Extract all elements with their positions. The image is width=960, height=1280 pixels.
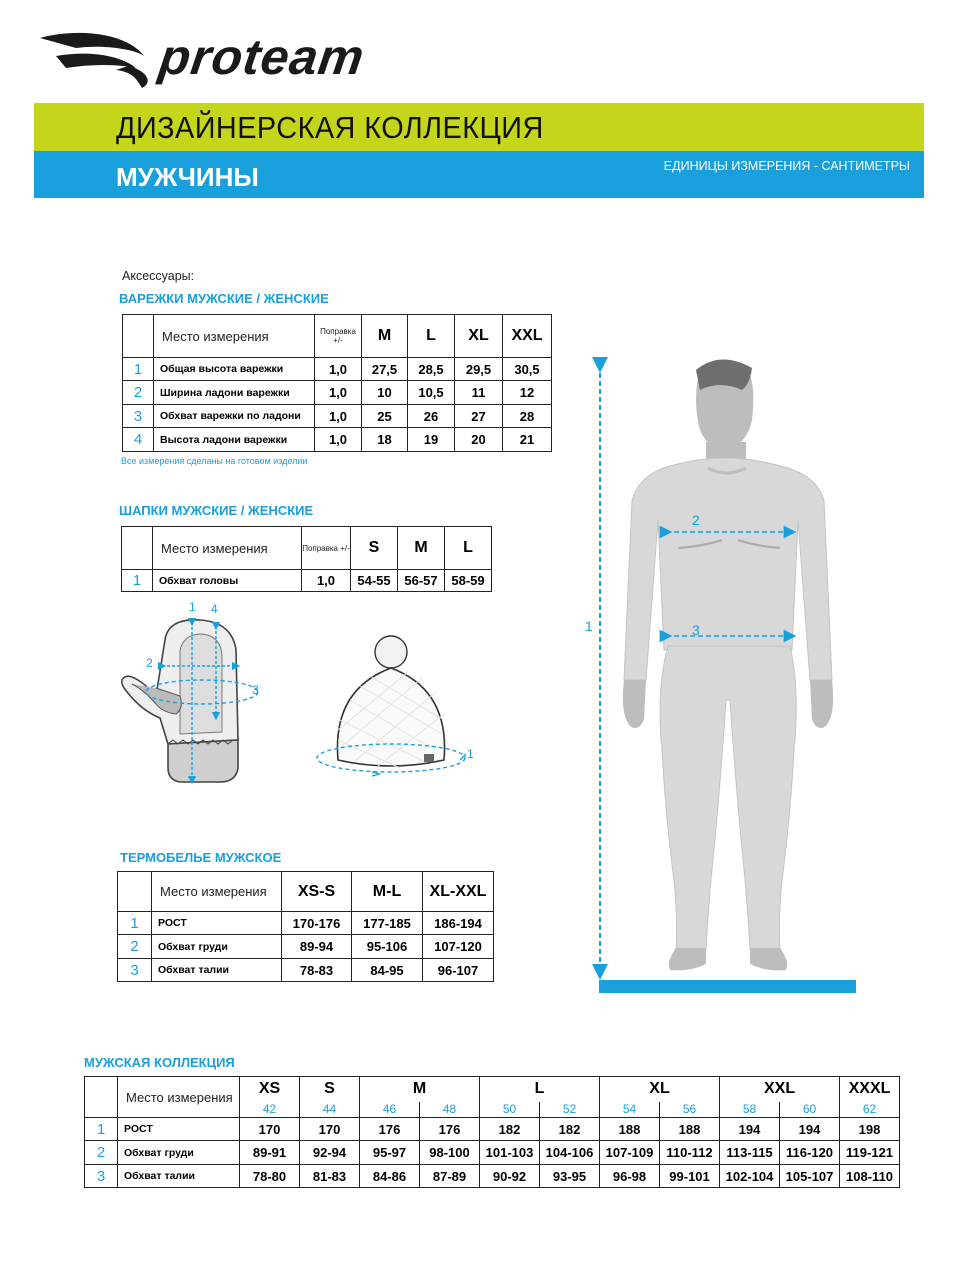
size-group-header: S — [300, 1077, 360, 1102]
cell-value: 84-95 — [352, 959, 423, 982]
size-header: M — [398, 527, 445, 570]
row-number: 2 — [118, 935, 152, 959]
row-number: 4 — [123, 428, 154, 452]
row-tolerance: 1,0 — [315, 358, 362, 381]
cell-value: 95-106 — [352, 935, 423, 959]
table-row — [118, 959, 494, 982]
cell-value: 84-86 — [360, 1165, 420, 1188]
thermal-table — [117, 871, 494, 982]
cell-value: 21 — [503, 428, 552, 452]
size-group-header: XXXL — [840, 1077, 900, 1102]
collection-title: ДИЗАЙНЕРСКАЯ КОЛЛЕКЦИЯ — [116, 110, 544, 145]
cell-value: 102-104 — [720, 1165, 780, 1188]
cell-value: 89-91 — [240, 1141, 300, 1165]
row-name: РОСТ — [118, 1118, 240, 1141]
cell-value: 98-100 — [420, 1141, 480, 1165]
thermal-title: ТЕРМОБЕЛЬЕ МУЖСКОЕ — [120, 850, 282, 865]
cell-value: 28,5 — [408, 358, 455, 381]
cell-value: 110-112 — [660, 1141, 720, 1165]
ru-size: 44 — [300, 1102, 360, 1118]
cell-value: 198 — [840, 1118, 900, 1141]
cell-value: 11 — [455, 381, 503, 405]
size-header: XS-S — [282, 872, 352, 912]
row-number: 1 — [85, 1118, 118, 1141]
cell-value: 104-106 — [540, 1141, 600, 1165]
cell-value: 170 — [240, 1118, 300, 1141]
cell-value: 186-194 — [423, 912, 494, 935]
row-name: РОСТ — [152, 912, 282, 935]
cell-value: 78-80 — [240, 1165, 300, 1188]
cell-value: 56-57 — [398, 570, 445, 592]
mitten-label-4: 4 — [211, 602, 218, 616]
units-label: ЕДИНИЦЫ ИЗМЕРЕНИЯ - САНТИМЕТРЫ — [663, 159, 910, 173]
row-number: 3 — [118, 959, 152, 982]
cell-value: 58-59 — [445, 570, 492, 592]
figure-label-1: 1 — [585, 618, 593, 634]
row-number: 1 — [123, 358, 154, 381]
mens-table — [84, 1076, 900, 1188]
cell-value: 119-121 — [840, 1141, 900, 1165]
mitten-label-1: 1 — [189, 600, 196, 614]
human-figure-icon — [580, 350, 870, 1000]
cell-value: 87-89 — [420, 1165, 480, 1188]
cell-value: 92-94 — [300, 1141, 360, 1165]
hats-table — [121, 526, 492, 592]
cell-value: 89-94 — [282, 935, 352, 959]
cell-value: 107-109 — [600, 1141, 660, 1165]
table-row — [122, 570, 492, 592]
cell-value: 107-120 — [423, 935, 494, 959]
table-row — [85, 1165, 900, 1188]
size-group-header: L — [480, 1077, 600, 1102]
row-tolerance: 1,0 — [315, 405, 362, 428]
size-group-header: XL — [600, 1077, 720, 1102]
measure-header: Место измерения — [118, 1077, 240, 1118]
cell-value: 182 — [540, 1118, 600, 1141]
size-header: L — [445, 527, 492, 570]
mitten-label-2: 2 — [146, 656, 153, 670]
measure-header: Место измерения — [152, 872, 282, 912]
cell-value: 93-95 — [540, 1165, 600, 1188]
cell-value: 18 — [362, 428, 408, 452]
size-header: S — [351, 527, 398, 570]
cell-value: 96-107 — [423, 959, 494, 982]
cell-value: 27,5 — [362, 358, 408, 381]
gender-title: МУЖЧИНЫ — [116, 162, 259, 192]
ru-size: 46 — [360, 1102, 420, 1118]
hats-title: ШАПКИ МУЖСКИЕ / ЖЕНСКИЕ — [119, 503, 314, 518]
cell-value: 194 — [780, 1118, 840, 1141]
cell-value: 29,5 — [455, 358, 503, 381]
row-name: Обхват варежки по ладони — [154, 405, 315, 428]
cell-value: 19 — [408, 428, 455, 452]
cell-value: 170 — [300, 1118, 360, 1141]
figure-label-3: 3 — [692, 622, 700, 638]
row-name: Обхват талии — [118, 1165, 240, 1188]
size-header: M — [362, 315, 408, 358]
cell-value: 101-103 — [480, 1141, 540, 1165]
row-number: 1 — [118, 912, 152, 935]
row-name: Обхват талии — [152, 959, 282, 982]
table-row — [118, 935, 494, 959]
ru-size: 50 — [480, 1102, 540, 1118]
cell-value: 27 — [455, 405, 503, 428]
ru-size: 60 — [780, 1102, 840, 1118]
row-tolerance: 1,0 — [315, 428, 362, 452]
mittens-title: ВАРЕЖКИ МУЖСКИЕ / ЖЕНСКИЕ — [119, 291, 329, 306]
mitten-label-3: 3 — [252, 683, 259, 697]
row-name: Обхват головы — [153, 570, 302, 592]
table-row — [123, 405, 552, 428]
hat-label-1: 1 — [467, 747, 474, 761]
row-number: 3 — [123, 405, 154, 428]
ru-size: 58 — [720, 1102, 780, 1118]
cell-value: 176 — [360, 1118, 420, 1141]
row-name: Обхват груди — [118, 1141, 240, 1165]
cell-value: 81-83 — [300, 1165, 360, 1188]
cell-value: 78-83 — [282, 959, 352, 982]
ru-size: 48 — [420, 1102, 480, 1118]
cell-value: 96-98 — [600, 1165, 660, 1188]
table-row — [123, 428, 552, 452]
cell-value: 10 — [362, 381, 408, 405]
cell-value: 188 — [600, 1118, 660, 1141]
ru-size: 56 — [660, 1102, 720, 1118]
table-row — [118, 912, 494, 935]
measure-header: Место измерения — [154, 315, 315, 358]
row-tolerance: 1,0 — [302, 570, 351, 592]
cell-value: 182 — [480, 1118, 540, 1141]
ru-size: 42 — [240, 1102, 300, 1118]
cell-value: 194 — [720, 1118, 780, 1141]
cell-value: 25 — [362, 405, 408, 428]
mens-title: МУЖСКАЯ КОЛЛЕКЦИЯ — [84, 1055, 235, 1070]
hat-diagram-icon — [310, 630, 480, 790]
size-header: XL-XXL — [423, 872, 494, 912]
measurement-note: Все измерения сделаны на готовом изделии — [121, 456, 308, 466]
cell-value: 113-115 — [720, 1141, 780, 1165]
figure-label-2: 2 — [692, 512, 700, 528]
size-group-header: M — [360, 1077, 480, 1102]
tolerance-header: Поправка +/- — [320, 327, 356, 345]
size-header: XXL — [503, 315, 552, 358]
cell-value: 177-185 — [352, 912, 423, 935]
tolerance-header: Поправка +/- — [302, 543, 350, 553]
cell-value: 54-55 — [351, 570, 398, 592]
row-number: 1 — [122, 570, 153, 592]
cell-value: 30,5 — [503, 358, 552, 381]
mittens-table — [122, 314, 552, 452]
row-number: 2 — [85, 1141, 118, 1165]
cell-value: 99-101 — [660, 1165, 720, 1188]
brand-name: proteam — [156, 29, 369, 85]
cell-value: 176 — [420, 1118, 480, 1141]
cell-value: 116-120 — [780, 1141, 840, 1165]
cell-value: 10,5 — [408, 381, 455, 405]
ru-size: 52 — [540, 1102, 600, 1118]
table-row — [85, 1118, 900, 1141]
row-number: 2 — [123, 381, 154, 405]
size-header: XL — [455, 315, 503, 358]
row-name: Ширина ладони варежки — [154, 381, 315, 405]
row-name: Общая высота варежки — [154, 358, 315, 381]
cell-value: 20 — [455, 428, 503, 452]
accessories-label: Аксессуары: — [122, 269, 195, 283]
cell-value: 90-92 — [480, 1165, 540, 1188]
cell-value: 170-176 — [282, 912, 352, 935]
table-row — [123, 358, 552, 381]
cell-value: 28 — [503, 405, 552, 428]
ru-size: 54 — [600, 1102, 660, 1118]
table-row — [123, 381, 552, 405]
row-name: Высота ладони варежки — [154, 428, 315, 452]
table-row — [85, 1141, 900, 1165]
cell-value: 12 — [503, 381, 552, 405]
cell-value: 26 — [408, 405, 455, 428]
size-group-header: XXL — [720, 1077, 840, 1102]
cell-value: 188 — [660, 1118, 720, 1141]
ru-size: 62 — [840, 1102, 900, 1118]
proteam-logo-icon — [36, 26, 156, 92]
floor-bar — [599, 980, 856, 993]
cell-value: 105-107 — [780, 1165, 840, 1188]
row-number: 3 — [85, 1165, 118, 1188]
cell-value: 95-97 — [360, 1141, 420, 1165]
size-group-header: XS — [240, 1077, 300, 1102]
size-header: M-L — [352, 872, 423, 912]
size-header: L — [408, 315, 455, 358]
measure-header: Место измерения — [153, 527, 302, 570]
row-tolerance: 1,0 — [315, 381, 362, 405]
cell-value: 108-110 — [840, 1165, 900, 1188]
row-name: Обхват груди — [152, 935, 282, 959]
